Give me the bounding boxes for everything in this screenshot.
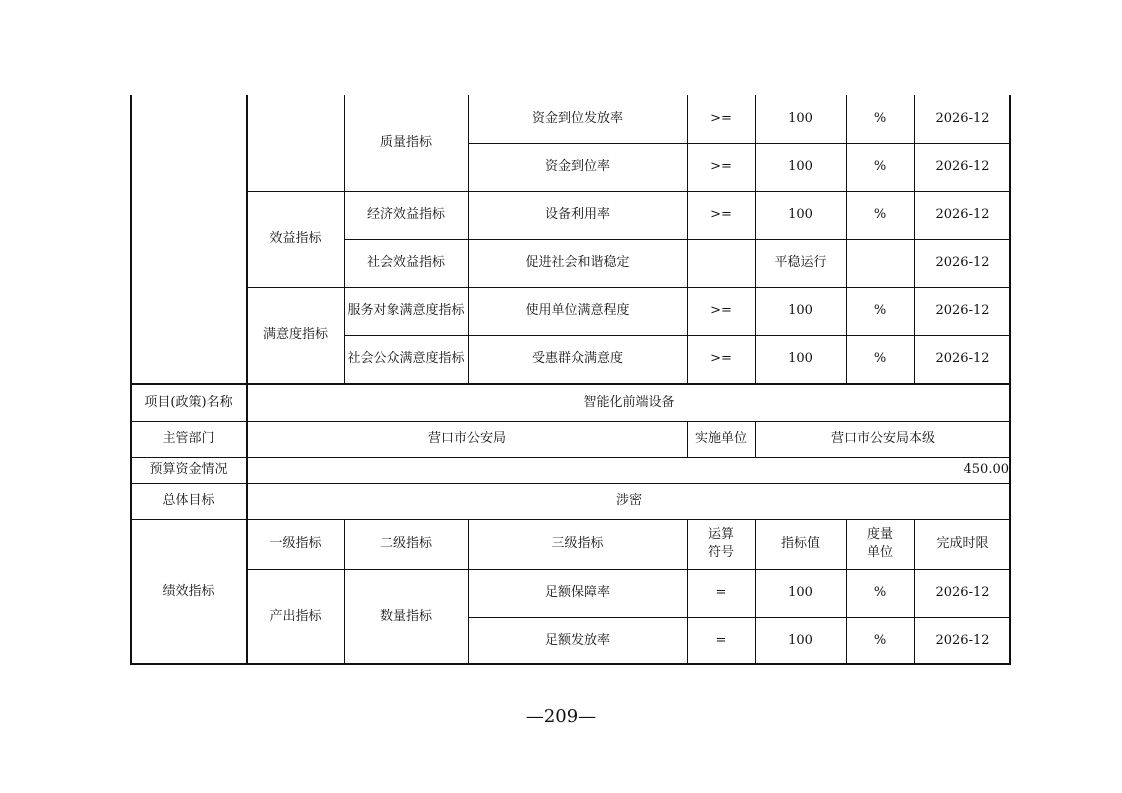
department-label: 主管部门 (162, 431, 215, 446)
upper-row-3-unit: % (873, 207, 887, 222)
performance-indicator-label: 绩效指标 (162, 584, 215, 599)
upper-row-1-operator: >= (710, 111, 732, 126)
upper-row-4-unit (846, 239, 914, 287)
upper-row-1-level3: 资金到位发放率 (531, 111, 623, 126)
table-line (247, 191, 1011, 192)
table-line (130, 95, 132, 665)
table-line (468, 143, 1011, 144)
upper-row-3-level2: 经济效益指标 (366, 207, 445, 222)
budget-value: 450.00 (963, 462, 1009, 477)
upper-row-6-unit: % (873, 351, 887, 366)
overall-goal-value: 涉密 (615, 493, 642, 508)
header-unit: 度量 单位 (866, 527, 893, 560)
table-line (344, 239, 1011, 240)
upper-row-3-value: 100 (788, 207, 813, 222)
table-line (344, 95, 345, 384)
table-line (914, 519, 915, 665)
overall-goal-label: 总体目标 (162, 493, 215, 508)
upper-row-4-deadline: 2026-12 (935, 255, 990, 270)
table-line (130, 663, 1011, 665)
table-line (130, 483, 1011, 484)
table-line (755, 95, 756, 384)
upper-row-5-level3: 使用单位满意程度 (525, 303, 630, 318)
table-line (846, 95, 847, 384)
upper-row-2-deadline: 2026-12 (935, 159, 990, 174)
upper-row-4-level3: 促进社会和谐稳定 (525, 255, 630, 270)
lower-row-1-level3: 足额保障率 (544, 585, 610, 600)
table-line (247, 569, 1011, 570)
quality-indicator-label: 质量指标 (379, 135, 432, 150)
table-line (247, 287, 1011, 288)
upper-row-2-operator: >= (710, 159, 732, 174)
table-line (246, 95, 248, 665)
performance-table (130, 95, 1011, 665)
implementation-unit-label: 实施单位 (694, 431, 747, 446)
table-line (914, 95, 915, 384)
output-indicator-label: 产出指标 (269, 609, 322, 624)
upper-row-6-value: 100 (788, 351, 813, 366)
table-line (344, 519, 345, 665)
upper-row-6-level3: 受惠群众满意度 (531, 351, 623, 366)
lower-row-2-operator: = (715, 633, 727, 648)
lower-row-2-deadline: 2026-12 (935, 633, 990, 648)
table-line (468, 617, 1011, 618)
upper-row-2-unit: % (873, 159, 887, 174)
upper-row-2-level3: 资金到位率 (544, 159, 610, 174)
upper-row-3-operator: >= (710, 207, 732, 222)
upper-row-3-level3: 设备利用率 (544, 207, 610, 222)
table-line (130, 421, 1011, 422)
header-deadline: 完成时限 (936, 536, 989, 551)
lower-row-1-deadline: 2026-12 (935, 585, 990, 600)
table-line (687, 95, 688, 384)
budget-label: 预算资金情况 (149, 462, 228, 477)
upper-row-1-deadline: 2026-12 (935, 111, 990, 126)
upper-row-5-operator: >= (710, 303, 732, 318)
lower-row-1-unit: % (873, 585, 887, 600)
benefit-indicator-label: 效益指标 (269, 231, 322, 246)
table-line (687, 519, 688, 665)
upper-row-5-value: 100 (788, 303, 813, 318)
upper-row-4-level2: 社会效益指标 (366, 255, 445, 270)
upper-row-4-value: 平稳运行 (774, 255, 827, 270)
upper-row-6-deadline: 2026-12 (935, 351, 990, 366)
page-number: —209— (525, 705, 597, 727)
department-value: 营口市公安局 (427, 431, 506, 446)
quantity-indicator-label: 数量指标 (379, 609, 432, 624)
lower-row-1-value: 100 (788, 585, 813, 600)
project-name-label: 项目(政策)名称 (144, 395, 233, 410)
table-line (468, 519, 469, 665)
table-line (344, 335, 1011, 336)
header-level2: 二级指标 (379, 536, 432, 551)
upper-row-1-value: 100 (788, 111, 813, 126)
table-line (1009, 95, 1011, 665)
table-line (468, 95, 469, 384)
upper-row-5-unit: % (873, 303, 887, 318)
table-line (755, 519, 756, 665)
table-line (687, 421, 688, 457)
table-line (130, 519, 1011, 520)
header-level1: 一级指标 (269, 536, 322, 551)
lower-row-2-level3: 足额发放率 (544, 633, 610, 648)
lower-row-2-unit: % (873, 633, 887, 648)
header-value: 指标值 (780, 536, 820, 551)
header-operator: 运算 符号 (707, 527, 734, 560)
upper-row-1-unit: % (873, 111, 887, 126)
table-line (130, 457, 1011, 458)
satisfaction-indicator-label: 满意度指标 (262, 327, 328, 342)
lower-row-1-operator: = (715, 585, 727, 600)
table-line (846, 519, 847, 665)
implementation-unit-value: 营口市公安局本级 (830, 431, 935, 446)
table-line (755, 421, 756, 457)
upper-row-2-value: 100 (788, 159, 813, 174)
upper-row-4-operator (687, 239, 755, 287)
upper-row-3-deadline: 2026-12 (935, 207, 990, 222)
upper-row-6-level2: 社会公众满意度指标 (347, 351, 465, 366)
table-line (130, 383, 1011, 385)
upper-row-5-level2: 服务对象满意度指标 (347, 303, 465, 318)
lower-row-2-value: 100 (788, 633, 813, 648)
header-level3: 三级指标 (551, 536, 604, 551)
upper-row-5-deadline: 2026-12 (935, 303, 990, 318)
project-name-value: 智能化前端设备 (583, 395, 675, 410)
upper-row-6-operator: >= (710, 351, 732, 366)
